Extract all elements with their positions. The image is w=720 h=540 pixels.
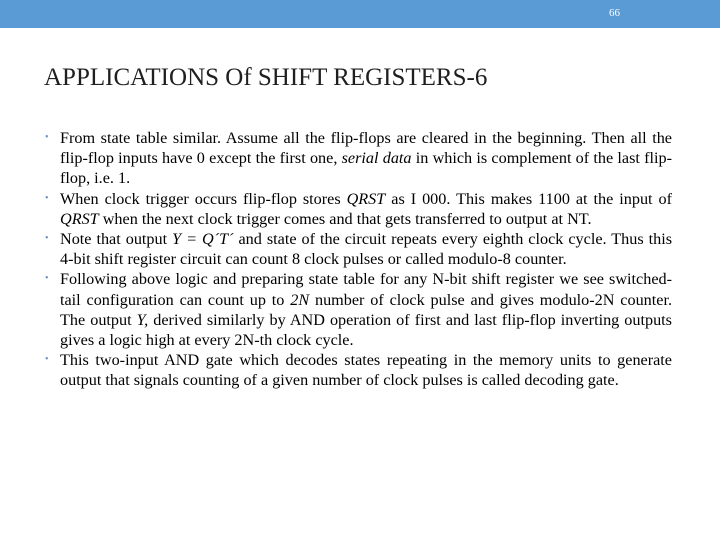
bullet-1-text-1: From state table similar. Assume all the flip-flops are cleared in the beginning. Then all the flip-flop inputs have 0 except the first one, [60, 129, 672, 168]
bullet-3-text-1: Note that output [60, 230, 173, 249]
bullet-2-text-5: when the next clock trigger comes and that gets transferred to output at NT. [98, 209, 592, 228]
bullet-4-text-3: number of clock pulse and gives modulo-2N counter. The output [60, 290, 672, 329]
bullet-list [45, 128, 673, 391]
bullet-3-text-3: and state of the circuit repeats every eighth clock cycle. Thus this 4-bit shift register circuit can count 8 clock pulses or called modulo-8 counter. [60, 230, 673, 269]
bullet-4-text-4: Y, [136, 310, 149, 329]
bullet-2-text-4: QRST [60, 209, 99, 228]
bullet-2-text-1: When clock trigger occurs flip-flop stores [60, 189, 347, 208]
bullet-item-3 [45, 229, 673, 269]
bullet-dot-icon: • [45, 192, 49, 204]
bullet-3-text-2: Y = Q´T´ [172, 230, 234, 249]
page-number: 66 [609, 7, 620, 19]
bullet-4-text-5: derived similarly by AND operation of first and last flip-flop inverting outputs gives a logic high at every 2N-th clock cycle. [60, 310, 672, 350]
bullet-dot-icon: • [45, 233, 49, 245]
bullet-item-5 [45, 350, 672, 390]
bullet-2-text-3: as I 000. This makes 1100 at the input of [385, 189, 672, 208]
bullet-4-text-2: 2N [290, 290, 310, 309]
bullet-item-1 [45, 128, 673, 189]
bullet-1-text-2: serial data [341, 149, 412, 168]
bullet-dot-icon: • [45, 354, 49, 366]
bullet-4-text-1: Following above logic and preparing state table for any N-bit shift register we see switched-tail configuration can count up to [60, 270, 672, 309]
slide-title: APPLICATIONS Of SHIFT REGISTERS-6 [44, 64, 488, 91]
top-header-bar [0, 0, 720, 28]
bullet-1-text-3: in which is complement of the last flip-flop, i.e. 1. [60, 149, 673, 188]
bullet-dot-icon: • [45, 273, 49, 285]
bullet-item-2 [45, 189, 672, 229]
bullet-item-4 [45, 269, 672, 350]
bullet-5-text-1: This two-input AND gate which decodes states repeating in the memory units to generate output that signals counting of a given number of clock pulses is called decoding gate. [60, 351, 672, 390]
bullet-dot-icon: • [45, 132, 49, 143]
bullet-2-text-2: QRST [346, 189, 386, 208]
